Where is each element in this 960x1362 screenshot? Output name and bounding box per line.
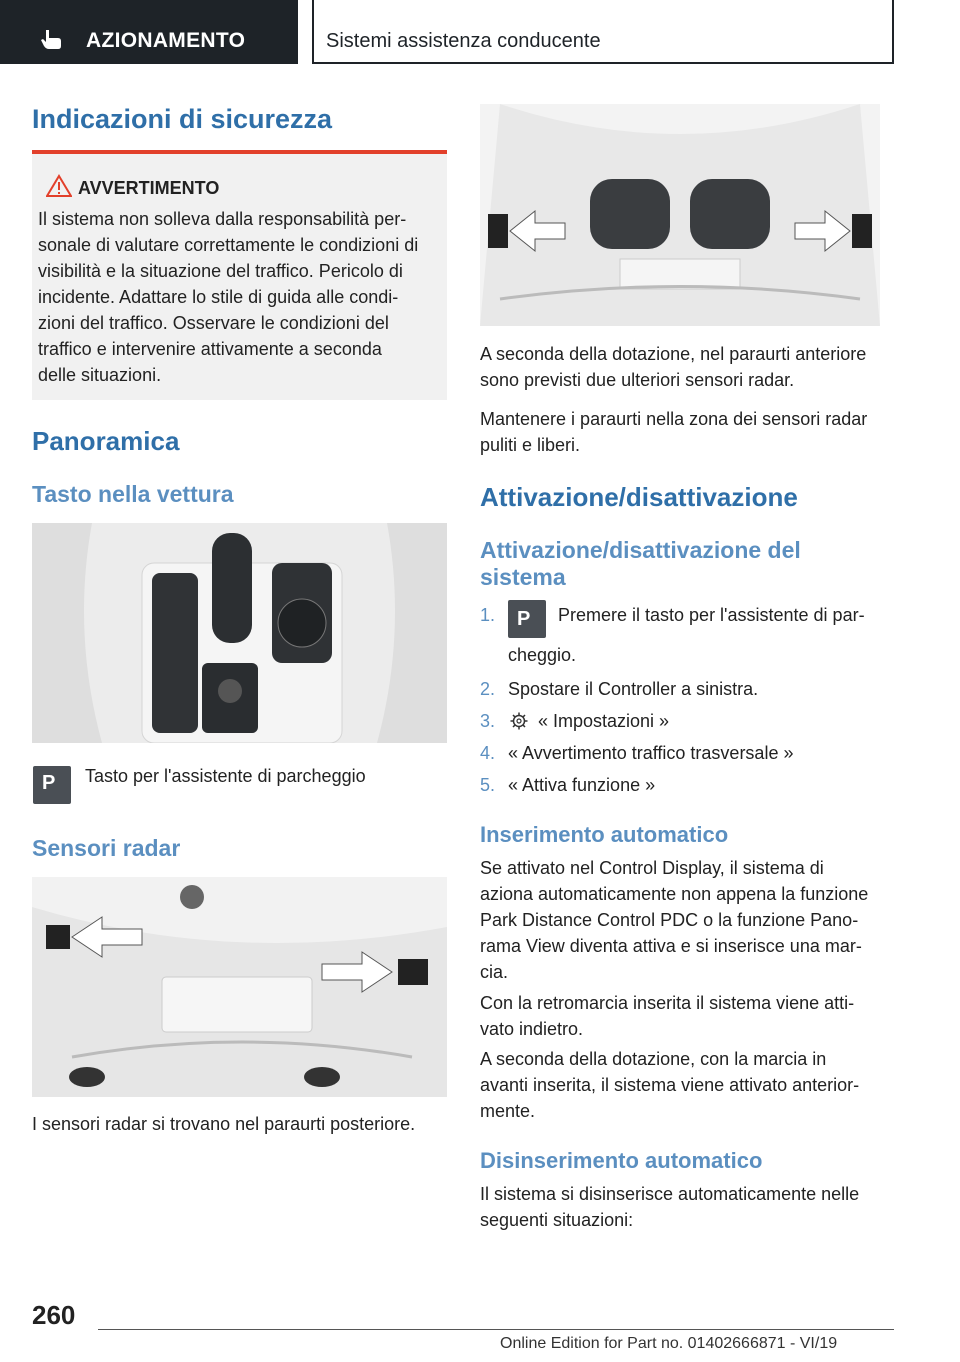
activation-title: Attivazione/disattivazione [480, 482, 798, 512]
edition-note: Online Edition for Part no. 01402666871 - VI/19 [500, 1335, 838, 1352]
auto-on-title: Inserimento automatico [480, 822, 729, 847]
safety-title: Indicazioni di sicurezza [32, 104, 333, 134]
auto-off-title: Disinserimento automatico [480, 1148, 763, 1173]
front-caption: A seconda della dotazione, nel paraurti anteriore sono previsti due ulteriori sensori radar. [480, 344, 867, 390]
console-image [32, 523, 447, 743]
overview-title: Panoramica [32, 426, 180, 456]
page-number: 260 [32, 1300, 76, 1330]
step-5: 5. « Attiva funzione » [480, 775, 656, 795]
radar-title: Sensori radar [32, 835, 181, 861]
section-label: AZIONAMENTO [86, 29, 246, 52]
forward-text: A seconda della dotazione, con la marcia in avanti inserita, il sistema viene attivato anterior- mente. [480, 1049, 860, 1121]
header-chapter-tab [312, 0, 894, 64]
clean-note: Mantenere i paraurti nella zona dei sensori radar puliti e liberi. [480, 409, 868, 455]
button-title: Tasto nella vettura [32, 481, 234, 507]
hand-pointer-icon [40, 28, 62, 50]
rear-bumper-image [32, 877, 447, 1097]
parking-assistant-icon: P [33, 766, 71, 804]
step-3: 3. « Impostazioni » [480, 711, 670, 731]
radar-caption: I sensori radar si trovano nel paraurti posteriore. [32, 1114, 416, 1134]
reverse-text: Con la retromarcia inserita il sistema viene atti- vato indietro. [480, 993, 855, 1039]
header-section-tab [0, 0, 298, 64]
step-4: 4. « Avvertimento traffico trasversale » [480, 743, 794, 763]
warning-triangle-icon [46, 174, 72, 198]
footer-divider [98, 1329, 894, 1330]
step-2: 2. Spostare il Controller a sinistra. [480, 679, 759, 699]
gear-icon [510, 712, 528, 730]
button-caption: Tasto per l'assistente di parcheggio [85, 766, 366, 786]
activation-subtitle: Attivazione/disattivazione del sistema [480, 537, 801, 590]
warning-title: AVVERTIMENTO [78, 178, 220, 198]
auto-off-text: Il sistema si disinserisce automaticamente nelle seguenti situazioni: [480, 1184, 860, 1230]
front-bumper-image [480, 104, 880, 326]
steps-list: 1. P Premere il tasto per l'assistente di par- cheggio. 2. Spostare il Controller a sinistra. 3. « Impostazioni » 4. « Avvertimento traffico trasversale » 5. « Attiva funzione » [480, 602, 900, 802]
parking-assistant-icon: P [508, 600, 546, 638]
chapter-label: Sistemi assistenza conducente [326, 30, 601, 52]
auto-on-text: Se attivato nel Control Display, il sistema di aziona automaticamente non appena la funzione Park Distance Control PDC o la funzione Pano- rama View diventa attiva e si inserisce una mar- cia. [480, 858, 869, 982]
warning-box [32, 150, 447, 400]
warning-text: Il sistema non solleva dalla responsabilità per- sonale di valutare correttamente le condizioni di visibilità e la situazione del traffico. Pericolo di incidente. Adattare lo stile di guida alle condi- zioni del traffico. Osservare le condizioni del traffico e intervenire attivamente a seconda delle situazioni. [38, 209, 419, 385]
